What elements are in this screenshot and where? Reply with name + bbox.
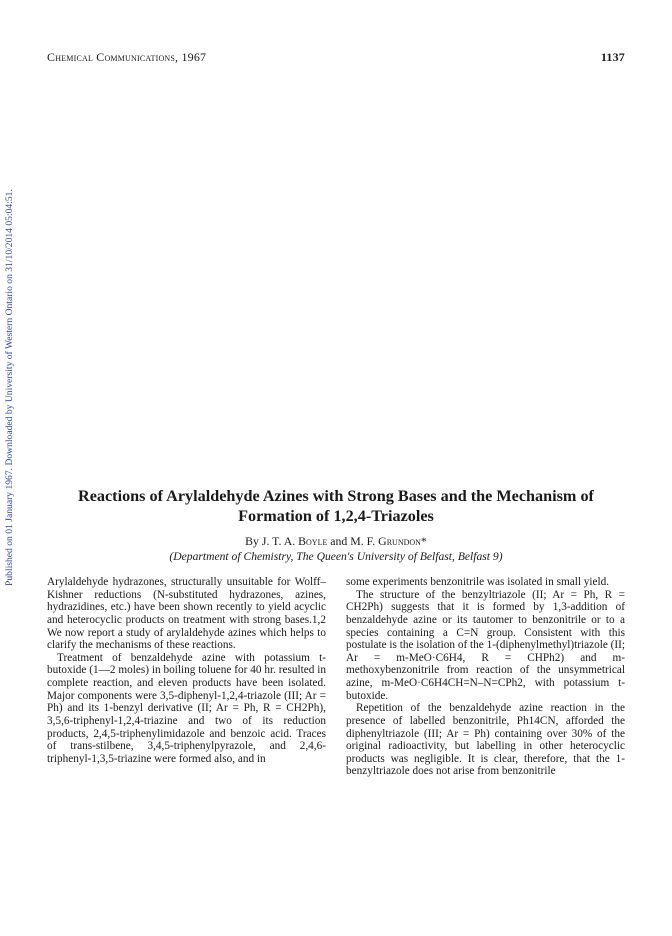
running-head [47,50,625,65]
byline [40,534,632,548]
byline-prefix: By [245,534,262,548]
affiliation: (Department of Chemistry, The Queen's University of Belfast, Belfast 9) [169,550,503,563]
paragraph-treatment: Treatment of benzaldehyde azine with potassium t-butoxide (1—2 moles) in boiling toluene for 40 hr. resulted in complete reaction, and eleven products have been isolated. Major components were 3,5-diphenyl-1,2,4-triazole (III; Ar = Ph) and its 1-benzyl derivative (II; Ar = Ph, R = CH2Ph), 3,5,6-triphenyl-1,2,4-triazine and two of its reduction products, 2,4,5-triphenylimidazole and benzoic acid. Traces of trans-stilbene, 3,4,5-triphenylpyrazole, and 2,4,6-triphenyl-1,3,5-triazine were formed also, and in [47,651,326,765]
right-column [346,576,625,778]
byline-and: and [327,534,351,548]
download-notice [3,108,17,588]
paragraph-intro: Arylaldehyde hydrazones, structurally unsuitable for Wolff–Kishner reductions (N-substituted hydrazones, azines, hydrazidines, etc.) have been shown recently to yield acyclic and heterocyclic products on treatment with strong bases.1,2 We now report a study of arylaldehyde azines which helps to clarify the mechanisms of these reactions. [47,576,326,652]
article-title: Reactions of Arylaldehyde Azines with Strong Bases and the Mechanism of Formation of 1,2,4-Triazoles [78,487,594,525]
paragraph-continuation: some experiments benzonitrile was isolated in small yield. [346,576,610,588]
page-number: 1137 [600,50,625,64]
journal-title: Chemical Communications, 1967 [47,50,207,64]
download-notice-text: Published on 01 January 1967. Downloaded by University of Western Ontario on 31/10/2014 05:04:51. [4,189,15,586]
left-column [47,576,326,765]
paragraph-structure: The structure of the benzyltriazole (II; Ar = Ph, R = CH2Ph) suggests that it is formed by 1,3-addition of benzaldehyde azine or its tautomer to benzonitrile or to a species containing a C=N group. Consistent with this postulate is the isolation of the 1-(diphenylmethyl)triazole (II; Ar = m-MeO·C6H4, R = CHPh2) and m-methoxybenzonitrile from reaction of the unsymmetrical azine, m-MeO·C6H4CH=N–N=CPh2, with potassium t-butoxide. [346,588,625,702]
author-grundon: M. F. Grundon* [350,534,427,548]
paragraph-labelled: Repetition of the benzaldehyde azine reaction in the presence of labelled benzonitrile, Ph14CN, afforded the diphenyltriazole (III; Ar = Ph) containing over 30% of the original radioactivity, but labelling in other heterocyclic products was negligible. It is clear, therefore, that the 1-benzyltriazole does not arise from benzonitrile [346,702,625,778]
author-boyle: J. T. A. Boyle [261,534,328,548]
